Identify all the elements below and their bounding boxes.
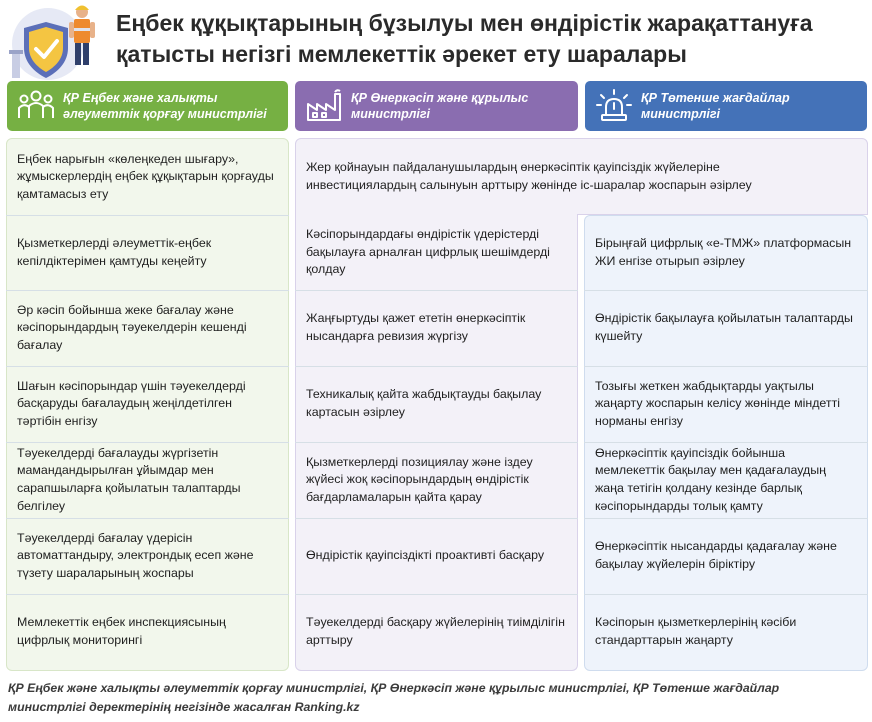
measure-item: Қызметкерлерді әлеуметтік-еңбек кепілдіктерімен қамтуды кеңейту bbox=[17, 235, 212, 268]
measure-item: Өндірістік бақылауға қойылатын талаптарды күшейту bbox=[595, 311, 853, 343]
measure-item: Мемлекеттік еңбек инспекциясының цифрлық мониторингі bbox=[17, 615, 226, 647]
shared-measure-item: Жер қойнауын пайдаланушылардың өнеркәсіптік қауіпсіздік жүйелеріне инвестициялардың салынуын арттыру жөнінде іс-шаралар жоспарын әзірлеу bbox=[306, 160, 752, 192]
measure-item: Өнеркәсіптік нысандарды қадағалау және бақылау жүйелерін біріктіру bbox=[595, 539, 837, 571]
measure-item: Өндірістік қауіпсіздікті проактивті басқару bbox=[306, 548, 545, 563]
factory-icon bbox=[305, 88, 343, 124]
header-label: ҚР Еңбек және халықты әлеуметтік қорғау министрлігі bbox=[63, 91, 267, 121]
page-title: Еңбек құқықтарының бұзылуы мен өндірістік жарақаттануға қатысты негізгі мемлекеттік әрекет ету шаралары bbox=[116, 10, 813, 67]
measure-item: Әр кәсіп бойынша жеке бағалау және кәсіпорындардың тәуекелдерін кешенді бағалау bbox=[17, 302, 247, 352]
people-icon bbox=[17, 88, 55, 124]
header-label: ҚР Төтенше жағдайлар министрлігі bbox=[641, 91, 790, 121]
measure-item: Қызметкерлерді позициялау және іздеу жүйесі жоқ кәсіпорындардың өндірістік бағдарламаларын қайта қарау bbox=[306, 454, 533, 504]
measure-item: Жаңғыртуды қажет ететін өнеркәсіптік нысандарға ревизия жүргізу bbox=[306, 311, 526, 343]
measure-item: Кәсіпорындардағы өндірістік үдерістерді бақылауға арналған цифрлық шешімдерді қолдау bbox=[306, 227, 550, 277]
measure-item: Бірыңғай цифрлық «e-ТМЖ» платформасын ЖИ енгізе отырып әзірлеу bbox=[595, 235, 852, 268]
measure-item: Техникалық қайта жабдықтауды бақылау картасын әзірлеу bbox=[306, 387, 542, 419]
measure-item: Өнеркәсіптік қауіпсіздік бойынша мемлекеттік бақылау мен қадағалаудың жаңа тетігін қолдану кезінде барлық кәсіпорындарды толық қамту bbox=[595, 445, 826, 513]
measure-item: Тәуекелдерді бағалау үдерісін автоматтандыру, электрондық есеп және түзету шараларының жоспары bbox=[17, 530, 254, 580]
measure-item: Шағын кәсіпорындар үшін тәуекелдерді басқаруды бағалаудың жеңілдетілген тәртібін енгізу bbox=[17, 378, 246, 428]
header-label: ҚР Өнеркәсіп және құрылыс министрлігі bbox=[351, 91, 529, 121]
measure-item: Тозығы жеткен жабдықтарды уақтылы жаңарту жоспарын келісу жөнінде міндетті норманы енгізу bbox=[595, 378, 841, 428]
measure-item: Кәсіпорын қызметкерлерінің кәсіби стандарттарын жаңарту bbox=[595, 615, 797, 647]
header-labor-ministry bbox=[7, 81, 288, 131]
measure-item: Еңбек нарығын «көлеңкеден шығару», жұмыскерлердің еңбек құқықтарын қорғауды қамтамасыз ету bbox=[17, 151, 274, 201]
header-industry-ministry bbox=[295, 81, 578, 131]
measure-item: Тәуекелдерді басқару жүйелерінің тиімділігін арттыру bbox=[306, 615, 565, 647]
header-emergency-ministry bbox=[585, 81, 867, 131]
worker-shield-illustration bbox=[6, 4, 102, 82]
siren-icon bbox=[595, 88, 633, 124]
source-footnote: ҚР Еңбек және халықты әлеуметтік қорғау министрлігі, ҚР Өнеркәсіп және құрылыс министрлігі, ҚР Төтенше жағдайлар министрлігі деректерінің негізінде жасалған Ranking.kz bbox=[8, 681, 780, 714]
measure-item: Тәуекелдерді бағалауды жүргізетін мамандандырылған ұйымдар мен сарапшыларға қойылатын талаптарды белгілеу bbox=[17, 445, 241, 513]
